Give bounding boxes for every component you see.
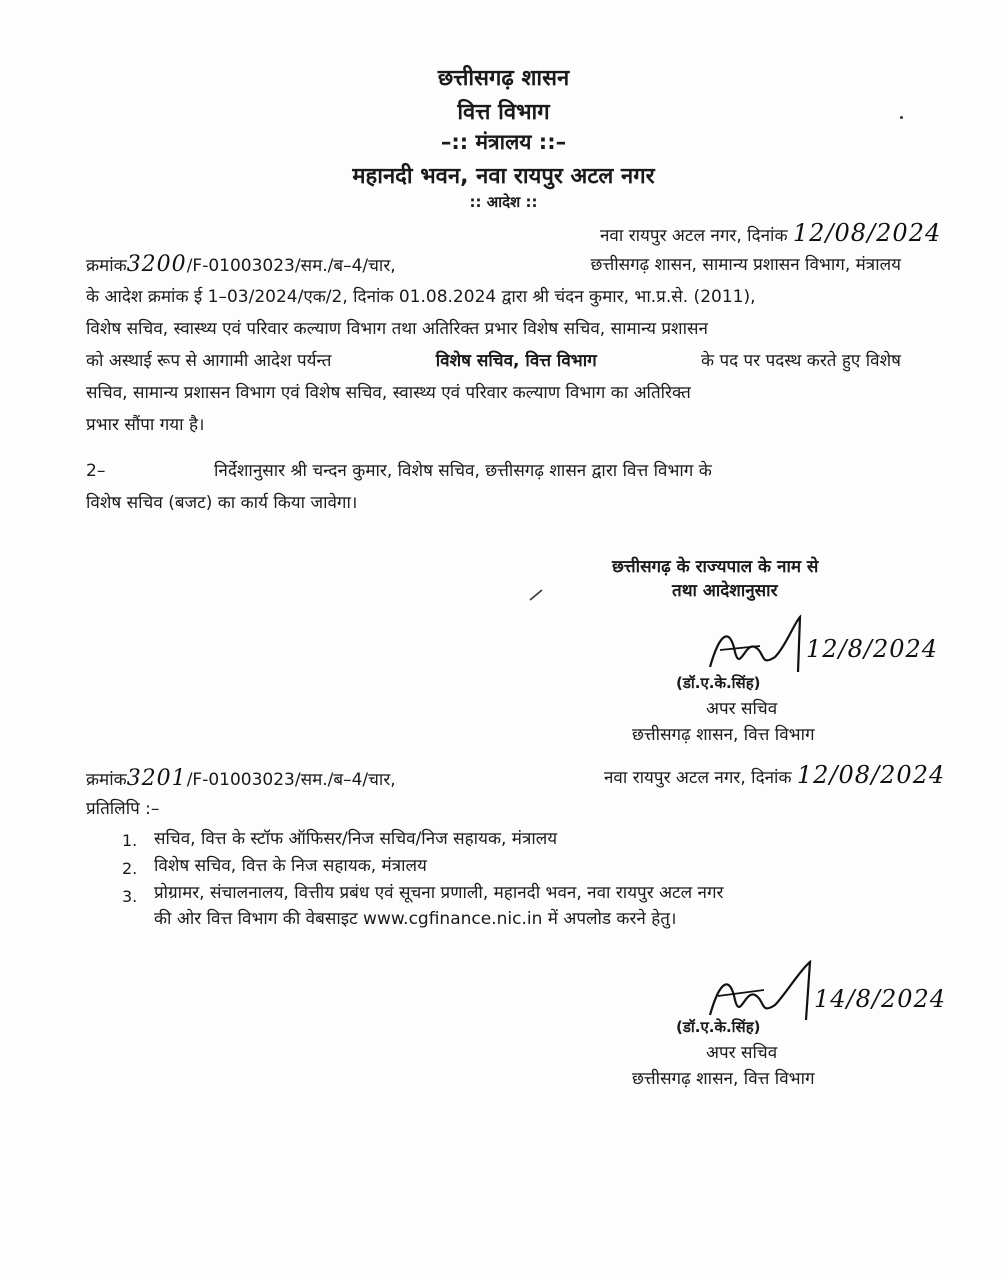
para2-line2: विशेष सचिव (बजट) का कार्य किया जावेगा। [86,493,358,513]
copy-item-3-number: 3. [122,887,138,906]
copy-item-1: सचिव, वित्त के स्टॉफ ऑफिसर/निज सचिव/निज सहायक, मंत्रालय [154,829,558,849]
signature-date: 12/8/2024 [806,635,939,663]
order-heading: :: आदेश :: [469,193,538,211]
department-title: वित्त विभाग [457,100,550,125]
authority-line2: तथा आदेशानुसार [672,581,778,601]
copy-item-3-line2: की ओर वित्त विभाग की वेबसाइट www.cgfinance.nic.in में अपलोड करने हेतु। [154,909,677,929]
handwritten-copy-date: 12/08/2024 [796,761,946,789]
copy-item-2-number: 2. [122,859,138,878]
signatory-department: छत्तीसगढ़ शासन, वित्त विभाग [632,725,815,745]
ministry-title: –:: मंत्रालय ::– [440,130,567,154]
govt-title: छत्तीसगढ़ शासन [437,66,570,91]
signatory-designation: अपर सचिव [706,699,778,719]
pen-mark [528,588,544,602]
address-title: महानदी भवन, नवा रायपुर अटल नगर [352,164,655,189]
handwritten-copy-number: 3201 [126,766,187,791]
scan-speck [900,116,903,119]
copy-place-date: नवा रायपुर अटल नगर, दिनांक 12/08/2024 [604,761,946,789]
handwritten-date: 12/08/2024 [792,219,942,247]
para1-line4: को अस्थाई रूप से आगामी आदेश पर्यन्त विशेष सचिव, वित्त विभाग के पद पर पदस्थ करते हुए विशेष [86,351,901,371]
authority-line1: छत्तीसगढ़ के राज्यपाल के नाम से [612,557,819,577]
signature-date-2: 14/8/2024 [814,985,947,1013]
copy-number: क्रमांक3201/F-01003023/सम./ब–4/चार, [86,766,396,791]
order-number: क्रमांक3200/F-01003023/सम./ब–4/चार, [86,252,396,277]
copy-to-label: प्रतिलिपि :– [86,799,160,819]
para2-line1: निर्देशानुसार श्री चन्दन कुमार, विशेष सचिव, छत्तीसगढ़ शासन द्वारा वित्त विभाग के [214,461,712,481]
para1-line6: प्रभार सौंपा गया है। [86,415,205,435]
signatory-name-2: (डॉ.ए.के.सिंह) [676,1018,761,1036]
handwritten-order-number: 3200 [126,252,187,277]
order-place-date [600,219,942,247]
para1-line3: विशेष सचिव, स्वास्थ्य एवं परिवार कल्याण विभाग तथा अतिरिक्त प्रभार विशेष सचिव, सामान्य प्रशासन [86,319,708,339]
copy-item-1-number: 1. [122,831,138,850]
post-title: विशेष सचिव, वित्त विभाग [435,351,597,371]
place-date-label: नवा रायपुर अटल नगर, दिनांक [600,226,788,246]
copy-item-3: प्रोग्रामर, संचालनालय, वित्तीय प्रबंध एवं सूचना प्रणाली, महानदी भवन, नवा रायपुर अटल नगर [154,883,724,903]
signatory-name: (डॉ.ए.के.सिंह) [676,674,761,692]
signatory-department-2: छत्तीसगढ़ शासन, वित्त विभाग [632,1069,815,1089]
para2-number: 2– [86,461,106,481]
copy-item-2: विशेष सचिव, वित्त के निज सहायक, मंत्रालय [154,856,427,876]
para1-line2: के आदेश क्रमांक ई 1–03/2024/एक/2, दिनांक 01.08.2024 द्वारा श्री चंदन कुमार, भा.प्र.से. (2011), [86,287,756,307]
order-number-line [86,254,901,277]
signatory-designation-2: अपर सचिव [706,1043,778,1063]
para1-line1: छत्तीसगढ़ शासन, सामान्य प्रशासन विभाग, मंत्रालय [590,255,901,275]
para1-line5: सचिव, सामान्य प्रशासन विभाग एवं विशेष सचिव, स्वास्थ्य एवं परिवार कल्याण विभाग का अतिरिक्त [86,383,691,403]
